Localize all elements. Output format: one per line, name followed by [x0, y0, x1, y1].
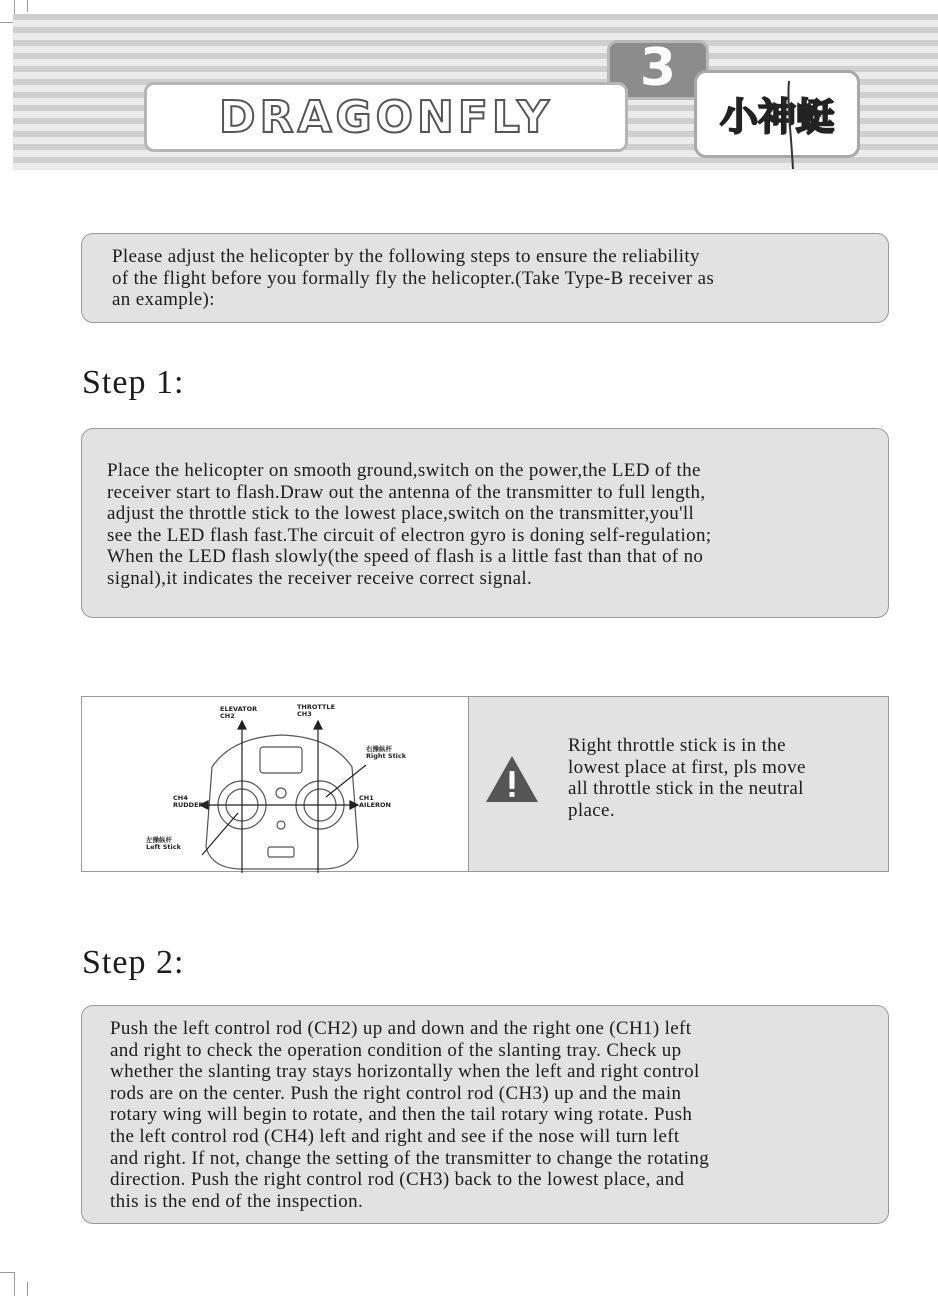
figure-row — [81, 696, 889, 872]
step2-heading: Step 2: — [82, 944, 185, 981]
label-right-stick: 右操纵杆 Right Stick — [366, 745, 407, 760]
dragonfly-logo-icon — [697, 73, 857, 173]
intro-panel — [81, 233, 889, 323]
transmitter-drawing-icon — [82, 697, 468, 873]
page-title: DRAGONFLY — [219, 91, 553, 143]
chapter-number: 3 — [639, 38, 677, 98]
warning-triangle-icon — [485, 755, 539, 803]
logo-text: 小神蜓 — [719, 95, 835, 139]
step2-panel — [81, 1005, 889, 1224]
step1-panel — [81, 428, 889, 618]
label-aileron: CH1 AILERON — [359, 794, 392, 809]
crop-mark-top-left-h — [0, 22, 14, 23]
brand-logo — [694, 70, 860, 158]
transmitter-diagram — [82, 697, 469, 871]
step2-text: Push the left control rod (CH2) up and down and the right one (CH1) left and right to check the operation condition of the slanting tray. Check up whether the slanting tray stays horizontally when the left and right control rods are on the center. Push the right control rod (CH3) up and the main rotary wing will begin to rotate, and then the tail rotary wing rotate. Push the left control rod (CH4) left and right and see if the nose will turn left and right. If not, change the setting of the transmitter to change the rotating direction. Push the right control rod (CH3) back to the lowest place, and this is the end of the inspection. — [110, 1018, 710, 1212]
title-box — [144, 82, 628, 152]
label-throttle: THROTTLE CH3 — [297, 703, 336, 718]
label-left-stick: 左操纵杆 Left Stick — [146, 836, 181, 851]
step1-heading: Step 1: — [82, 364, 185, 401]
intro-text: Please adjust the helicopter by the following steps to ensure the reliability of the flight before you formally fly the helicopter.(Take Type-B receiver as an example): — [112, 246, 715, 311]
crop-mark-bottom-left-v — [14, 1272, 15, 1296]
crop-mark-bottom-left-v2 — [27, 1282, 28, 1296]
label-elevator: ELEVATOR CH2 — [220, 705, 258, 720]
note-panel — [469, 697, 888, 871]
crop-mark-bottom-left-h — [0, 1272, 14, 1273]
label-rudder: CH4 RUDDER — [173, 794, 204, 809]
note-text: Right throttle stick is in the lowest place at first, pls move all throttle stick in the neutral place. — [568, 735, 806, 821]
step1-text: Place the helicopter on smooth ground,switch on the power,the LED of the receiver start to flash.Draw out the antenna of the transmitter to full length, adjust the throttle stick to the lowest place,switch on the transmitter,you'll see the LED flash fast.The circuit of electron gyro is doning self-regulation; When the LED flash slowly(the speed of flash is a little fast than that of no signal),it indicates the receiver receive correct signal. — [107, 460, 712, 589]
crop-mark-top-left-v2 — [27, 0, 28, 12]
